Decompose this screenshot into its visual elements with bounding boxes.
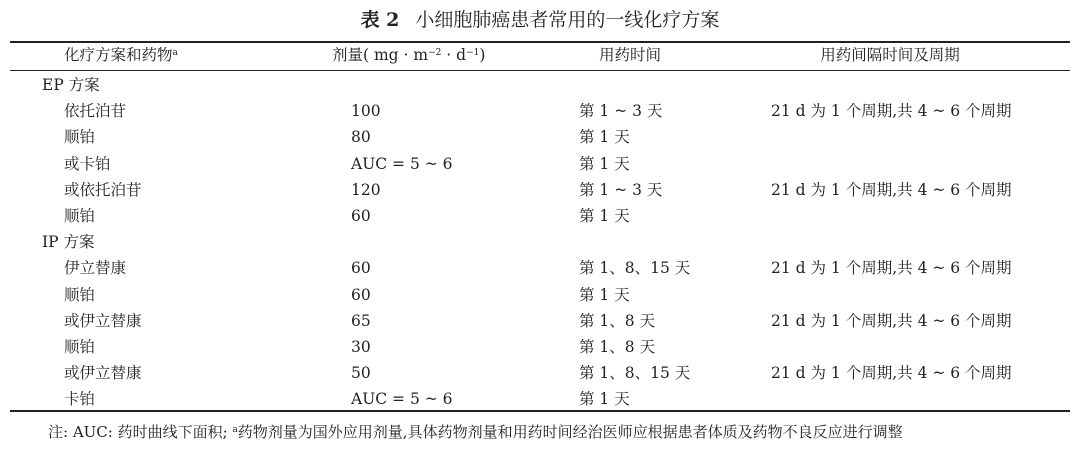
drug-cell: 或依托泊苷 (64, 180, 142, 199)
header-dose-sup2: −1 (466, 48, 480, 58)
timing-cell: 第 1 ~ 3 天 (579, 180, 663, 199)
table-title (0, 6, 1080, 34)
timing-cell: 第 1、8 天 (579, 311, 656, 330)
header-drug (64, 44, 178, 66)
table-number: 表 2 (360, 9, 400, 31)
drug-cell: 或卡铂 (64, 154, 111, 173)
drug-cell: 顺铂 (64, 128, 96, 147)
footnote-text: 药物剂量为国外应用剂量,具体药物剂量和用药时间经治医师应根据患者体质及药物不良反应进行调整 (237, 423, 903, 441)
dose-cell: 65 (351, 311, 371, 330)
drug-cell: 顺铂 (64, 338, 96, 356)
dose-cell: AUC = 5 ~ 6 (351, 390, 453, 409)
drug-cell: 依托泊苷 (64, 102, 127, 121)
bottom-rule (10, 410, 1070, 412)
footnote (48, 421, 903, 443)
interval-cell: 21 d 为 1 个周期,共 4 ~ 6 个周期 (771, 364, 1012, 383)
timing-cell: 第 1、8、15 天 (579, 364, 691, 383)
dose-cell: AUC = 5 ~ 6 (351, 154, 453, 173)
footnote-sup: a (232, 425, 238, 435)
dose-cell: 50 (351, 364, 371, 383)
drug-cell: 伊立替康 (64, 259, 127, 278)
group-label: IP 方案 (42, 233, 95, 252)
header-dose-part3: ) (479, 46, 486, 64)
timing-cell: 第 1 天 (579, 154, 630, 173)
header-drug-label: 化疗方案和药物 (64, 46, 173, 64)
table-title-text: 小细胞肺癌患者常用的一线化疗方案 (415, 9, 720, 31)
dose-cell: 100 (351, 102, 381, 121)
dose-cell: 60 (351, 259, 371, 278)
header-timing (560, 44, 700, 66)
header-interval-label: 用药间隔时间及周期 (820, 46, 960, 64)
dose-cell: 80 (351, 128, 371, 147)
interval-cell: 21 d 为 1 个周期,共 4 ~ 6 个周期 (771, 102, 1012, 121)
timing-cell: 第 1 天 (579, 128, 630, 147)
timing-cell: 第 1、8 天 (579, 338, 656, 356)
dose-cell: 60 (351, 207, 371, 225)
drug-cell: 或伊立替康 (64, 364, 142, 383)
timing-cell: 第 1 ~ 3 天 (579, 102, 663, 121)
dose-cell: 60 (351, 285, 371, 304)
header-dose (332, 44, 485, 66)
header-dose-sup1: −2 (428, 48, 442, 58)
header-drug-sup: a (172, 48, 178, 58)
top-rule (10, 41, 1070, 43)
header-dose-part2: · d (441, 46, 467, 64)
drug-cell: 卡铂 (64, 390, 96, 409)
group-label: EP 方案 (42, 76, 100, 94)
interval-cell: 21 d 为 1 个周期,共 4 ~ 6 个周期 (771, 311, 1012, 330)
drug-cell: 顺铂 (64, 207, 96, 225)
timing-cell: 第 1、8、15 天 (579, 259, 691, 278)
header-dose-part1: 剂量( mg · m (332, 46, 429, 64)
timing-cell: 第 1 天 (579, 207, 630, 225)
footnote-prefix: 注: AUC: 药时曲线下面积; (48, 423, 233, 441)
dose-cell: 120 (351, 180, 381, 199)
interval-cell: 21 d 为 1 个周期,共 4 ~ 6 个周期 (771, 180, 1012, 199)
timing-cell: 第 1 天 (579, 285, 630, 304)
dose-cell: 30 (351, 338, 371, 356)
header-interval (770, 44, 1010, 66)
drug-cell: 或伊立替康 (64, 311, 142, 330)
interval-cell: 21 d 为 1 个周期,共 4 ~ 6 个周期 (771, 259, 1012, 278)
header-rule (10, 70, 1070, 71)
timing-cell: 第 1 天 (579, 390, 630, 409)
header-timing-label: 用药时间 (598, 46, 661, 64)
drug-cell: 顺铂 (64, 285, 96, 304)
